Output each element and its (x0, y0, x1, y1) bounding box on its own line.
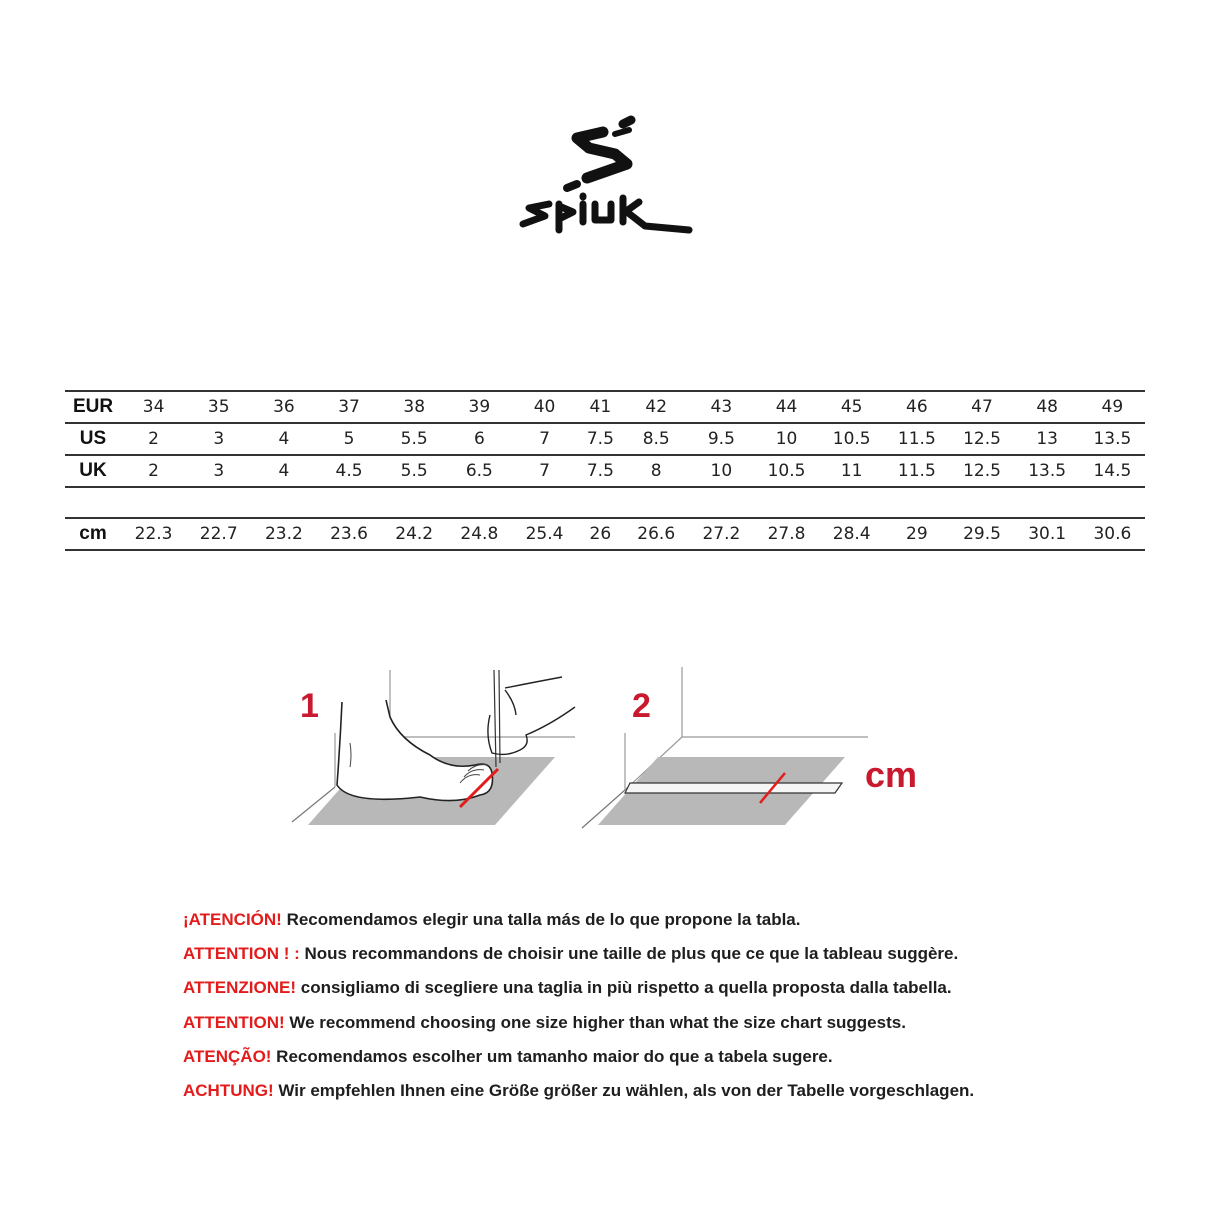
size-cell: 43 (689, 391, 754, 423)
size-cell: 14.5 (1080, 455, 1145, 487)
size-cell: 10.5 (819, 423, 884, 455)
size-cell: 12.5 (949, 455, 1014, 487)
size-cell: 8.5 (624, 423, 689, 455)
step-1-number: 1 (300, 687, 319, 725)
size-cell (689, 487, 754, 518)
size-cell: 39 (447, 391, 512, 423)
size-row-us (65, 423, 1145, 455)
size-cell: 4 (251, 423, 316, 455)
size-cell: 9.5 (689, 423, 754, 455)
size-cell: 2 (121, 423, 186, 455)
note-line (183, 1040, 1143, 1074)
size-cell: 24.8 (447, 518, 512, 550)
size-cell: 7.5 (577, 455, 624, 487)
note-warning-label: ATTENTION ! : (183, 944, 300, 964)
size-cell: 10.5 (754, 455, 819, 487)
size-cell (186, 487, 251, 518)
size-cell: 4 (251, 455, 316, 487)
size-cell (447, 487, 512, 518)
size-cell: 35 (186, 391, 251, 423)
step-2-ruler-illustration (582, 667, 917, 828)
size-cell: 34 (121, 391, 186, 423)
size-cell: 4.5 (316, 455, 381, 487)
size-cell (949, 487, 1014, 518)
row-header: cm (65, 518, 121, 550)
size-cell: 7 (512, 423, 577, 455)
size-cell: 3 (186, 423, 251, 455)
note-warning-label: ACHTUNG! (183, 1081, 274, 1101)
size-cell: 44 (754, 391, 819, 423)
size-cell: 6 (447, 423, 512, 455)
size-cell: 29.5 (949, 518, 1014, 550)
size-cell: 24.2 (382, 518, 447, 550)
size-cell: 23.2 (251, 518, 316, 550)
size-cell: 11.5 (884, 455, 949, 487)
size-cell: 27.8 (754, 518, 819, 550)
spiuk-logo-icon (515, 108, 695, 238)
size-cell (884, 487, 949, 518)
note-line (183, 1074, 1143, 1108)
size-cell: 6.5 (447, 455, 512, 487)
note-warning-label: ATTENTION! (183, 1012, 285, 1032)
size-cell (251, 487, 316, 518)
size-cell (577, 487, 624, 518)
size-cell: 30.1 (1015, 518, 1080, 550)
note-line (183, 903, 1143, 937)
note-warning-label: ATTENZIONE! (183, 978, 297, 998)
size-cell: 48 (1015, 391, 1080, 423)
note-text: We recommend choosing one size higher than what the size chart suggests. (284, 1012, 906, 1032)
note-warning-label: ATENÇÃO! (183, 1046, 272, 1066)
size-cell: 13.5 (1080, 423, 1145, 455)
row-header: US (65, 423, 121, 455)
size-cell: 7.5 (577, 423, 624, 455)
note-text: Nous recommandons de choisir une taille de plus que ce que la tableau suggère. (299, 944, 959, 964)
size-cell: 12.5 (949, 423, 1014, 455)
size-cell: 5.5 (382, 423, 447, 455)
size-cell: 27.2 (689, 518, 754, 550)
note-text: consigliamo di scegliere una taglia in più rispetto a quella proposta dalla tabella. (296, 978, 952, 998)
note-line (183, 971, 1143, 1005)
size-cell: 3 (186, 455, 251, 487)
note-line (183, 937, 1143, 971)
size-cell: 49 (1080, 391, 1145, 423)
size-cell: 13 (1015, 423, 1080, 455)
unit-label-cm: cm (865, 754, 918, 795)
size-cell: 28.4 (819, 518, 884, 550)
size-row-cm (65, 518, 1145, 550)
size-cell (754, 487, 819, 518)
size-cell: 5 (316, 423, 381, 455)
size-chart-table (65, 390, 1145, 551)
size-cell: 47 (949, 391, 1014, 423)
size-cell: 7 (512, 455, 577, 487)
size-cell (382, 487, 447, 518)
row-header: UK (65, 455, 121, 487)
size-cell: 2 (121, 455, 186, 487)
note-warning-label: ¡ATENCIÓN! (183, 910, 282, 929)
size-row-eur (65, 391, 1145, 423)
size-cell: 30.6 (1080, 518, 1145, 550)
note-text: Recomendamos elegir una talla más de lo que propone la tabla. (281, 910, 801, 929)
row-header: EUR (65, 391, 121, 423)
note-line (183, 1006, 1143, 1040)
size-cell: 42 (624, 391, 689, 423)
size-cell: 8 (624, 455, 689, 487)
size-cell: 5.5 (382, 455, 447, 487)
spacer-row (65, 487, 1145, 518)
step-2-number: 2 (632, 687, 651, 725)
size-cell (1015, 487, 1080, 518)
size-cell: 45 (819, 391, 884, 423)
row-header (65, 487, 121, 518)
size-row-uk (65, 455, 1145, 487)
size-cell: 22.3 (121, 518, 186, 550)
size-cell (1080, 487, 1145, 518)
size-cell: 10 (754, 423, 819, 455)
size-cell: 23.6 (316, 518, 381, 550)
note-text: Recomendamos escolher um tamanho maior do que a tabela sugere. (271, 1046, 833, 1066)
size-cell (121, 487, 186, 518)
size-cell: 36 (251, 391, 316, 423)
size-cell: 38 (382, 391, 447, 423)
note-text: Wir empfehlen Ihnen eine Größe größer zu wählen, als von der Tabelle vorgeschlagen. (273, 1081, 975, 1101)
size-cell: 26.6 (624, 518, 689, 550)
size-cell: 40 (512, 391, 577, 423)
size-cell (819, 487, 884, 518)
size-cell: 22.7 (186, 518, 251, 550)
size-cell (512, 487, 577, 518)
size-cell (316, 487, 381, 518)
size-cell: 41 (577, 391, 624, 423)
size-cell: 10 (689, 455, 754, 487)
size-cell: 26 (577, 518, 624, 550)
size-cell: 37 (316, 391, 381, 423)
size-cell: 46 (884, 391, 949, 423)
size-cell: 11 (819, 455, 884, 487)
size-cell: 13.5 (1015, 455, 1080, 487)
size-cell: 11.5 (884, 423, 949, 455)
size-cell (624, 487, 689, 518)
step-1-foot-illustration (292, 670, 575, 825)
size-cell: 25.4 (512, 518, 577, 550)
size-recommendation-notes (183, 903, 1143, 1108)
measurement-instructions-illustration (280, 655, 960, 845)
size-cell: 29 (884, 518, 949, 550)
